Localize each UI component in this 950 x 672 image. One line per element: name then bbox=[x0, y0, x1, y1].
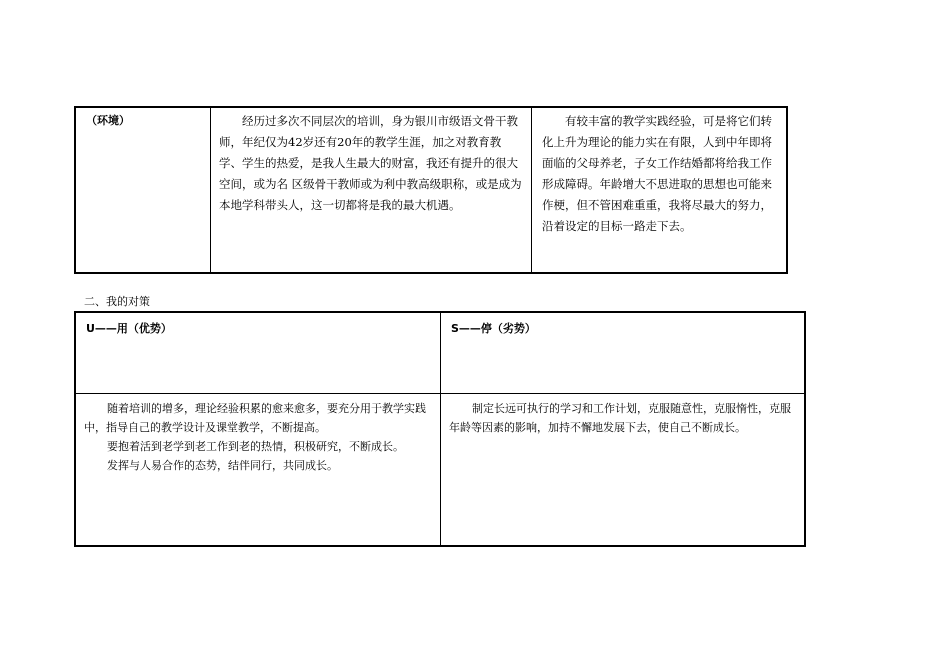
strength-header: U——用（优势） bbox=[76, 313, 441, 393]
environment-table bbox=[74, 106, 788, 274]
strength-paragraph: 要抱着活到老学到老工作到老的热情，积极研究，不断成长。 bbox=[107, 440, 404, 453]
strength-paragraph: 发挥与人易合作的态势，结伴同行，共同成长。 bbox=[107, 459, 338, 472]
strategy-body-row bbox=[76, 394, 804, 545]
section-heading: 二、我的对策 bbox=[84, 295, 150, 308]
strategy-header-row bbox=[76, 313, 804, 394]
threat-cell: 有较丰富的教学实践经验，可是将它们转化上升为理论的能力实在有限，人到中年即将面临的父母养老，子女工作结婚都将给我工作形成障碍。年龄增大不思进取的思想也可能来作梗，但不管困难重重，我将尽最大的努力，沿着设定的目标一路走下去。 bbox=[542, 114, 772, 233]
weakness-paragraph: 制定长远可执行的学习和工作计划，克服随意性，克服惰性，克服年龄等因素的影响，加持不懈地发展下去，使自己不断成长。 bbox=[449, 402, 791, 434]
weakness-header: S——停（劣势） bbox=[451, 322, 536, 335]
strength-content bbox=[76, 394, 441, 545]
opportunity-cell: 经历过多次不同层次的培训，身为银川市级语文骨干教师，年纪仅为42岁还有20年的教学生涯，加之对教育教学、学生的热爱，是我人生最大的财富，我还有提升的很大空间，或为名 区级骨干教师或为利中教高级职称，或是成为本地学科带头人，这一切都将是我的最大机遇。 bbox=[211, 108, 532, 272]
strategy-table bbox=[74, 311, 806, 547]
environment-label: （环境） bbox=[76, 108, 211, 272]
strength-paragraph: 随着培训的增多，理论经验积累的愈来愈多，要充分用于教学实践中，指导自己的教学设计及课堂教学，不断提高。 bbox=[84, 402, 426, 434]
weakness-content bbox=[441, 394, 804, 545]
